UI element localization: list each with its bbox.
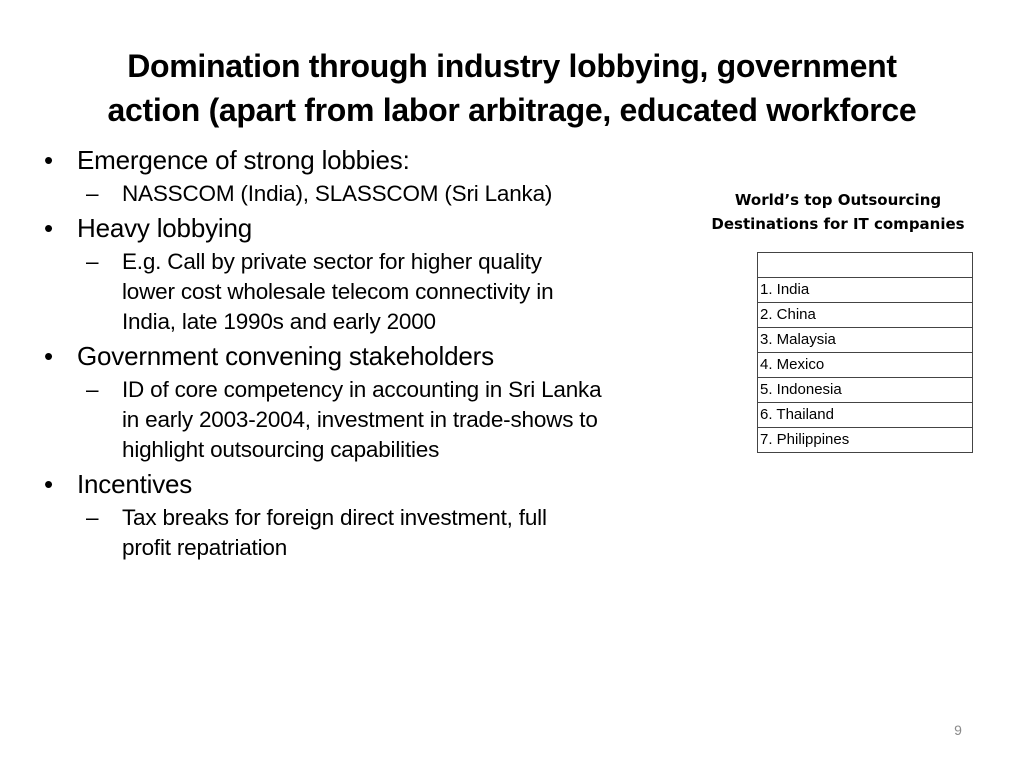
table-row	[758, 353, 973, 378]
dash-icon: –	[86, 377, 99, 402]
table-caption-line-1: World’s top Outsourcing	[734, 191, 942, 209]
table-caption-line-2: Destinations for IT companies	[711, 215, 965, 233]
table-cell: 5. Indonesia	[758, 378, 973, 403]
bullet-icon: •	[44, 469, 53, 499]
sub-bullet-item	[77, 375, 640, 465]
table-row	[758, 328, 973, 353]
table-caption	[678, 188, 998, 236]
sub-bullet-text: NASSCOM (India), SLASSCOM (Sri Lanka)	[122, 181, 553, 206]
bullet-item	[40, 213, 640, 337]
outsourcing-destinations-table	[757, 252, 973, 453]
bullet-text: Emergence of strong lobbies:	[77, 145, 410, 175]
dash-icon: –	[86, 505, 99, 530]
bullet-text: Government convening stakeholders	[77, 341, 494, 371]
sub-bullet-text: Tax breaks for foreign direct investment, full profit repatriation	[122, 505, 547, 560]
bullet-icon: •	[44, 213, 53, 243]
sub-bullet-list	[77, 503, 640, 563]
table-row	[758, 378, 973, 403]
table-header-row	[758, 253, 973, 278]
sub-bullet-item	[77, 247, 640, 337]
sub-bullet-item	[77, 503, 640, 563]
table-row	[758, 278, 973, 303]
bullet-text: Heavy lobbying	[77, 213, 252, 243]
bullet-item	[40, 469, 640, 563]
sub-bullet-list	[77, 375, 640, 465]
table-row	[758, 303, 973, 328]
sub-bullet-list	[77, 247, 640, 337]
sub-bullet-text: ID of core competency in accounting in Sri Lanka in early 2003-2004, investment in trade-shows to highlight outsourcing capabilities	[122, 377, 602, 462]
sub-bullet-text: E.g. Call by private sector for higher quality lower cost wholesale telecom connectivity in India, late 1990s and early 2000	[122, 249, 554, 334]
sub-bullet-item	[77, 179, 640, 209]
bullet-list	[40, 145, 640, 563]
table-cell: 7. Philippines	[758, 428, 973, 453]
bullet-icon: •	[44, 341, 53, 371]
dash-icon: –	[86, 181, 99, 206]
table-row	[758, 403, 973, 428]
slide-title	[30, 44, 994, 132]
sub-bullet-list	[77, 179, 640, 209]
bullet-text: Incentives	[77, 469, 193, 499]
table-header-cell	[758, 253, 973, 278]
bullet-item	[40, 341, 640, 465]
table-row	[758, 428, 973, 453]
slide-title-line-1: Domination through industry lobbying, government	[127, 48, 897, 84]
bullet-icon: •	[44, 145, 53, 175]
table-cell: 6. Thailand	[758, 403, 973, 428]
bullet-item	[40, 145, 640, 209]
table-cell: 1. India	[758, 278, 973, 303]
page-number: 9	[954, 722, 962, 738]
table-cell: 4. Mexico	[758, 353, 973, 378]
table-cell: 2. China	[758, 303, 973, 328]
slide-title-line-2: action (apart from labor arbitrage, educated workforce	[107, 92, 917, 128]
dash-icon: –	[86, 249, 99, 274]
table-cell: 3. Malaysia	[758, 328, 973, 353]
